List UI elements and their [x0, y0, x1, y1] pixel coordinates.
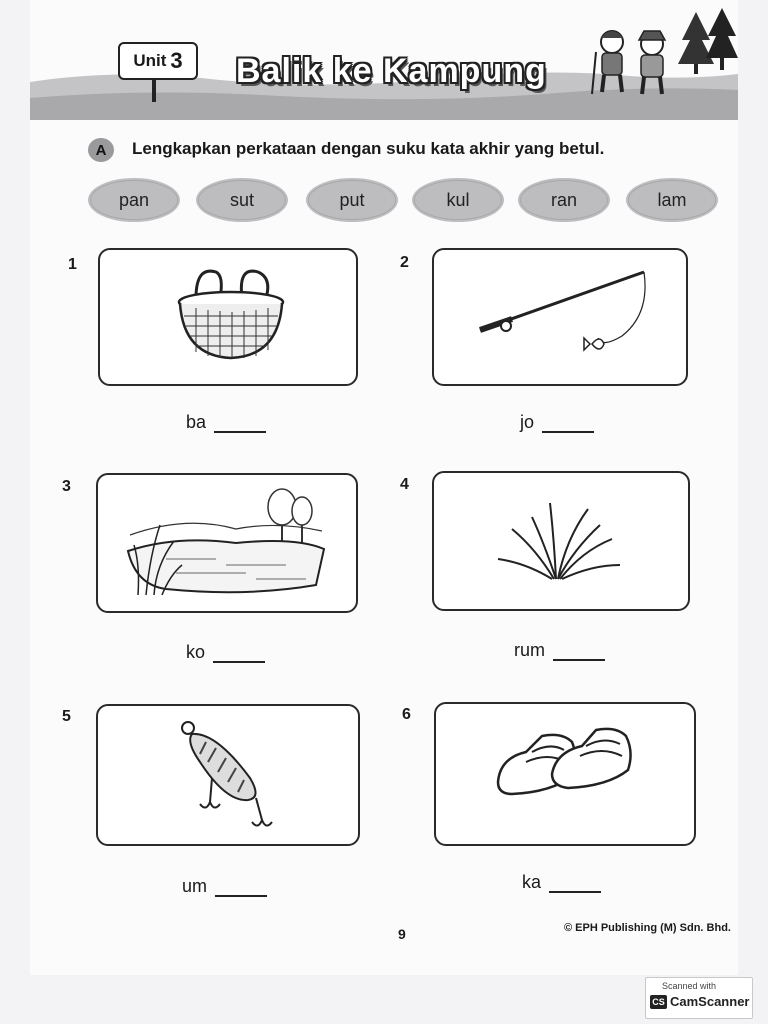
answer-blank[interactable]	[215, 879, 267, 897]
picture-frame	[96, 473, 358, 613]
page-number: 9	[398, 926, 406, 942]
item-number: 2	[400, 254, 409, 271]
unit-number: 3	[170, 48, 183, 73]
answer-blank[interactable]	[553, 643, 605, 661]
item-number: 1	[68, 256, 77, 273]
item-number: 5	[62, 708, 71, 725]
answer-blank[interactable]	[213, 645, 265, 663]
instruction-text: Lengkapkan perkataan dengan suku kata akhir yang betul.	[132, 139, 605, 158]
pond-icon	[126, 485, 326, 603]
syllable-chip: put	[308, 180, 396, 220]
syllable-bank	[90, 180, 720, 226]
copyright-text: © EPH Publishing (M) Sdn. Bhd.	[564, 922, 731, 934]
word-prefix: jo	[520, 412, 535, 432]
word-prefix: ka	[522, 872, 542, 892]
answer-line	[522, 872, 601, 893]
hiking-kids-icon	[590, 22, 680, 98]
answer-line	[186, 642, 265, 663]
word-prefix: rum	[514, 640, 545, 660]
picture-frame	[432, 471, 690, 611]
shoes-icon	[492, 722, 642, 802]
answer-line	[186, 412, 266, 433]
syllable-chip: pan	[90, 180, 178, 220]
picture-frame	[432, 248, 688, 386]
item-number: 6	[402, 706, 411, 723]
section-badge: A	[88, 138, 114, 162]
basket-icon	[176, 264, 286, 364]
page-title: Balik ke Kampung	[236, 52, 547, 90]
syllable-chip: kul	[414, 180, 502, 220]
scanner-caption: Scanned with	[662, 981, 717, 991]
answer-blank[interactable]	[542, 415, 594, 433]
answer-line	[520, 412, 594, 433]
scanner-name: CamScanner	[670, 994, 750, 1009]
fishing-rod-icon	[472, 264, 652, 368]
fishing-lure-icon	[176, 718, 286, 830]
worksheet-page	[30, 0, 738, 975]
pine-trees-icon	[678, 8, 738, 78]
unit-badge	[118, 42, 198, 80]
grass-icon	[496, 499, 622, 583]
syllable-chip: sut	[198, 180, 286, 220]
camscanner-watermark	[645, 977, 753, 1019]
picture-frame	[98, 248, 358, 386]
syllable-chip: lam	[628, 180, 716, 220]
word-prefix: ba	[186, 412, 207, 432]
picture-frame	[434, 702, 696, 846]
answer-blank[interactable]	[214, 415, 266, 433]
picture-frame	[96, 704, 360, 846]
unit-label: Unit	[133, 51, 167, 70]
sign-post	[152, 78, 156, 102]
word-prefix: um	[182, 876, 208, 896]
answer-blank[interactable]	[549, 875, 601, 893]
syllable-chip: ran	[520, 180, 608, 220]
camscanner-logo-icon: CS	[650, 995, 667, 1009]
word-prefix: ko	[186, 642, 206, 662]
answer-line	[182, 876, 267, 897]
item-number: 3	[62, 478, 71, 495]
item-number: 4	[400, 476, 409, 493]
answer-line	[514, 640, 605, 661]
